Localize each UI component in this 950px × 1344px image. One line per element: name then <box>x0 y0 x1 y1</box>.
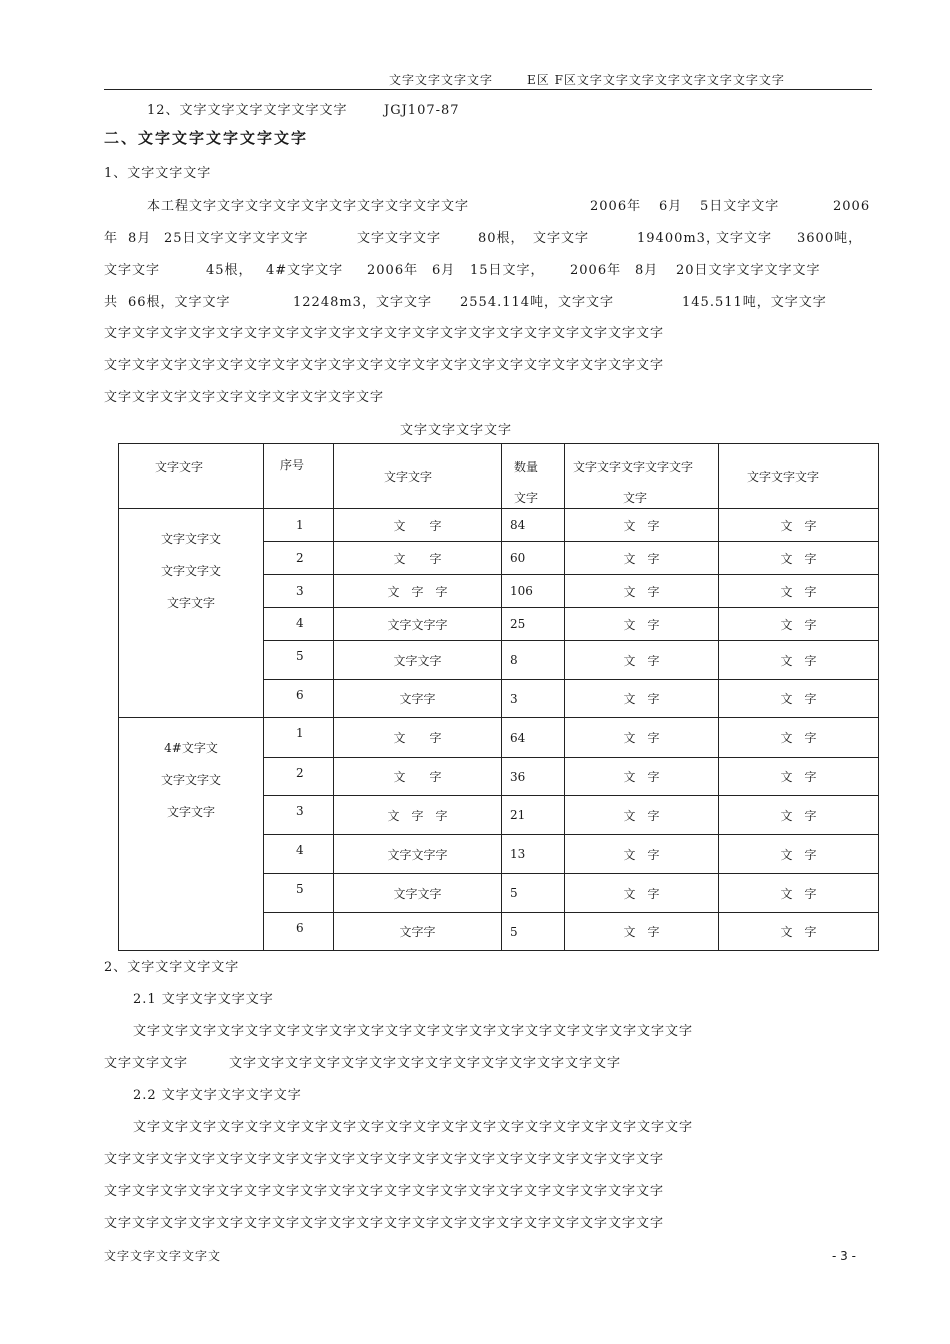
subsection-2-title: 2、文字文字文字文字 <box>104 960 240 975</box>
para1-line2-a: 年 <box>104 231 119 246</box>
header-col4-bottom: 文字 <box>514 491 539 505</box>
para1-line5: 文字文字文字文字文字文字文字文字文字文字文字文字文字文字文字文字文字文字文字文字 <box>104 326 665 341</box>
s22-line2: 文字文字文字文字文字文字文字文字文字文字文字文字文字文字文字文字文字文字文字文字 <box>104 1152 665 1167</box>
header-col6: 文字文字文字 <box>719 444 879 509</box>
para1-line4-c: 12248m3，文字文字 <box>293 295 432 310</box>
row-qty: 25 <box>502 608 565 641</box>
para1-line4-d: 2554.114吨，文字文字 <box>460 295 615 310</box>
row-name: 文字文字字 <box>334 835 502 874</box>
para1-line1-b: 2006年 <box>590 199 642 214</box>
row-name: 文 字 字 <box>334 575 502 608</box>
row-no: 6 <box>264 913 334 951</box>
para1-line2-d: 文字文字文字 <box>357 231 442 246</box>
row-qty: 13 <box>502 835 565 874</box>
s21-line2-b: 文字文字文字文字文字文字文字文字文字文字文字文字文字文字 <box>229 1056 622 1071</box>
row-no: 3 <box>264 575 334 608</box>
row-col6: 文 字 <box>719 835 879 874</box>
row-col5: 文 字 <box>565 874 719 913</box>
group-label-2 <box>119 718 264 951</box>
page-number: - 3 - <box>832 1249 856 1263</box>
row-qty: 84 <box>502 509 565 542</box>
row-col5: 文 字 <box>565 509 719 542</box>
para1-line2-h: 文字文字 <box>716 231 773 246</box>
para1-line2-f: 文字文字 <box>533 231 590 246</box>
header-col3: 文字文字 <box>334 444 502 509</box>
row-name: 文 字 字 <box>334 796 502 835</box>
row-name: 文字文字字 <box>334 608 502 641</box>
row-no: 5 <box>264 874 334 913</box>
row-name: 文 字 <box>334 542 502 575</box>
row-qty: 5 <box>502 913 565 951</box>
para1-line3-i: 20日文字文字文字文字 <box>676 263 821 278</box>
row-qty: 3 <box>502 680 565 718</box>
group1-label-line2: 文字文字文 <box>160 564 221 578</box>
para1-line1-c: 6月 <box>659 199 683 214</box>
row-col6: 文 字 <box>719 608 879 641</box>
para1-line3-c: 4#文字文字 <box>266 263 344 278</box>
header-left-text: 文字文字文字文字 <box>389 73 494 87</box>
header-col5-top: 文字文字文字文字文字 <box>573 460 694 474</box>
para1-line2-i: 3600吨， <box>797 231 863 246</box>
para1-line1-d: 5日文字文字 <box>700 199 780 214</box>
header-col4-top: 数量 <box>514 460 539 474</box>
header-rule <box>104 89 872 90</box>
row-qty: 8 <box>502 641 565 680</box>
row-qty: 64 <box>502 718 565 758</box>
statistics-table <box>118 443 879 951</box>
para1-line2-c: 25日文字文字文字文字 <box>164 231 309 246</box>
para1-line4-e: 145.511吨，文字文字 <box>682 295 827 310</box>
para1-line1-e: 2006 <box>833 199 871 214</box>
row-col5: 文 字 <box>565 680 719 718</box>
para1-line6: 文字文字文字文字文字文字文字文字文字文字文字文字文字文字文字文字文字文字文字文字 <box>104 358 665 373</box>
row-col5: 文 字 <box>565 575 719 608</box>
para1-line3-d: 2006年 <box>367 263 419 278</box>
s21-line1: 文字文字文字文字文字文字文字文字文字文字文字文字文字文字文字文字文字文字文字文字 <box>133 1024 694 1039</box>
row-no: 1 <box>264 718 334 758</box>
row-no: 5 <box>264 641 334 680</box>
row-col6: 文 字 <box>719 718 879 758</box>
footer-left-text: 文字文字文字文字文 <box>104 1249 222 1263</box>
subsection-2-1-title: 2.1 文字文字文字文字 <box>133 992 274 1007</box>
row-col5: 文 字 <box>565 835 719 874</box>
row-no: 2 <box>264 758 334 796</box>
row-name: 文字字 <box>334 913 502 951</box>
reference-item: 12、文字文字文字文字文字文字 <box>147 103 348 118</box>
para1-line3-a: 文字文字 <box>104 263 161 278</box>
row-col6: 文 字 <box>719 680 879 718</box>
row-no: 2 <box>264 542 334 575</box>
row-col6: 文 字 <box>719 542 879 575</box>
row-qty: 5 <box>502 874 565 913</box>
row-name: 文 字 <box>334 509 502 542</box>
row-name: 文字文字 <box>334 874 502 913</box>
s22-line1: 文字文字文字文字文字文字文字文字文字文字文字文字文字文字文字文字文字文字文字文字 <box>133 1120 694 1135</box>
header-col2: 序号 <box>264 444 334 509</box>
table-header-row <box>119 444 879 509</box>
row-col6: 文 字 <box>719 874 879 913</box>
row-col6: 文 字 <box>719 913 879 951</box>
header-col5 <box>565 444 719 509</box>
row-qty: 60 <box>502 542 565 575</box>
row-col6: 文 字 <box>719 575 879 608</box>
para1-line3-b: 45根， <box>206 263 253 278</box>
para1-line3-g: 2006年 <box>570 263 622 278</box>
row-name: 文 字 <box>334 718 502 758</box>
header-col4 <box>502 444 565 509</box>
row-col6: 文 字 <box>719 796 879 835</box>
para1-line1-a: 本工程文字文字文字文字文字文字文字文字文字文字 <box>147 199 470 214</box>
row-no: 4 <box>264 608 334 641</box>
row-no: 3 <box>264 796 334 835</box>
row-col6: 文 字 <box>719 758 879 796</box>
section-title: 二、文字文字文字文字文字 <box>104 129 309 147</box>
row-qty: 21 <box>502 796 565 835</box>
subsection-2-2-title: 2.2 文字文字文字文字文字 <box>133 1088 302 1103</box>
s21-line2-a: 文字文字文字 <box>104 1056 189 1071</box>
row-name: 文 字 <box>334 758 502 796</box>
row-name: 文字字 <box>334 680 502 718</box>
row-col5: 文 字 <box>565 608 719 641</box>
group2-label-line1: 4#文字文 <box>164 741 218 755</box>
header-col1: 文字文字 <box>119 444 264 509</box>
table-row <box>119 718 879 758</box>
row-name: 文字文字 <box>334 641 502 680</box>
group1-label-line3: 文字文字 <box>166 596 215 610</box>
row-no: 4 <box>264 835 334 874</box>
para1-line2-g: 19400m3， <box>637 231 720 246</box>
row-col6: 文 字 <box>719 641 879 680</box>
row-col5: 文 字 <box>565 796 719 835</box>
row-qty: 106 <box>502 575 565 608</box>
para1-line3-e: 6月 <box>432 263 456 278</box>
para1-line7: 文字文字文字文字文字文字文字文字文字文字 <box>104 390 385 405</box>
row-col5: 文 字 <box>565 641 719 680</box>
para1-line4-b: 66根，文字文字 <box>128 295 231 310</box>
header-col5-bottom: 文字 <box>623 491 648 505</box>
row-col5: 文 字 <box>565 718 719 758</box>
row-qty: 36 <box>502 758 565 796</box>
group2-label-line3: 文字文字 <box>166 805 215 819</box>
para1-line2-e: 80根， <box>478 231 525 246</box>
s22-line3: 文字文字文字文字文字文字文字文字文字文字文字文字文字文字文字文字文字文字文字文字 <box>104 1184 665 1199</box>
table-title: 文字文字文字文字 <box>400 423 513 438</box>
row-col5: 文 字 <box>565 542 719 575</box>
table-row <box>119 509 879 542</box>
para1-line3-f: 15日文字， <box>470 263 545 278</box>
group2-label-line2: 文字文字文 <box>160 773 221 787</box>
row-col5: 文 字 <box>565 758 719 796</box>
group-label-1 <box>119 509 264 718</box>
s22-line4: 文字文字文字文字文字文字文字文字文字文字文字文字文字文字文字文字文字文字文字文字 <box>104 1216 665 1231</box>
row-no: 6 <box>264 680 334 718</box>
para1-line4-a: 共 <box>104 295 119 310</box>
para1-line3-h: 8月 <box>635 263 659 278</box>
group1-label-line1: 文字文字文 <box>160 532 221 546</box>
para1-line2-b: 8月 <box>128 231 152 246</box>
row-col6: 文 字 <box>719 509 879 542</box>
header-right-text: E区 F区文字文字文字文字文字文字文字文字 <box>527 73 785 87</box>
reference-code: JGJ107-87 <box>384 103 460 118</box>
subsection-1-title: 1、文字文字文字 <box>104 166 212 181</box>
row-no: 1 <box>264 509 334 542</box>
row-col5: 文 字 <box>565 913 719 951</box>
